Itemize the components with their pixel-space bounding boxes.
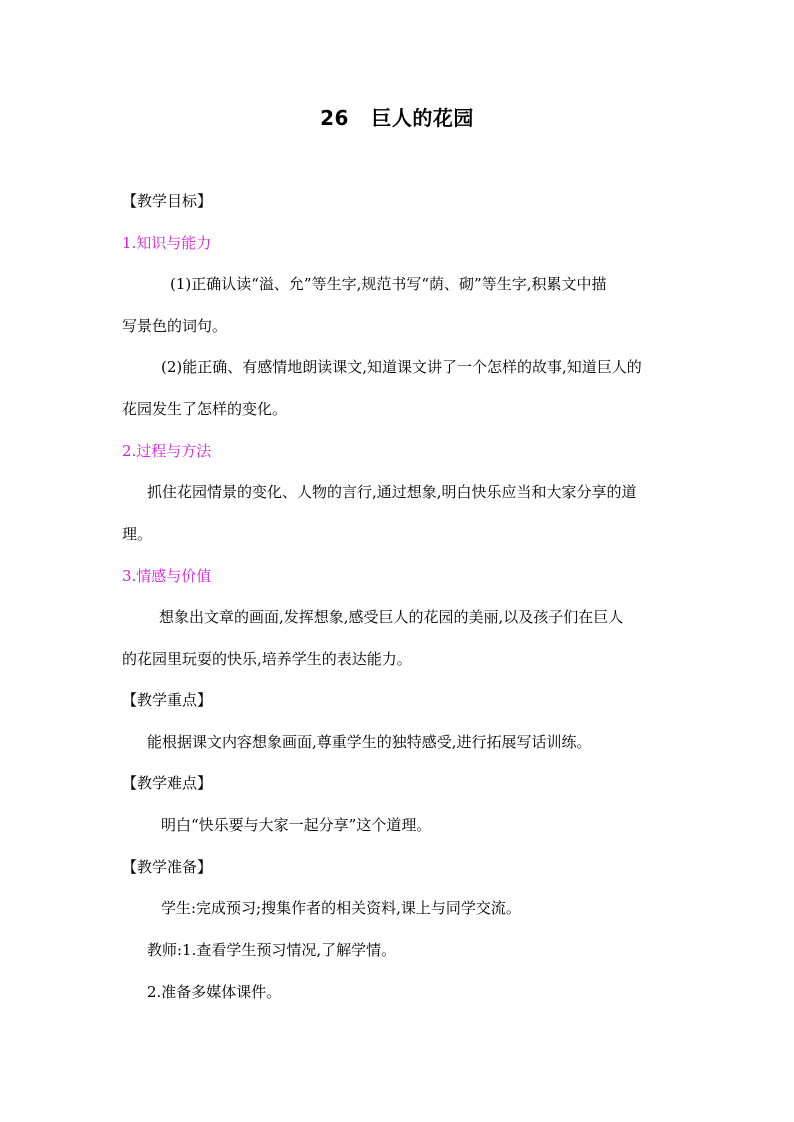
goal3-line1: 想象出文章的画面,发挥想象,感受巨人的花园的美丽,以及孩子们在巨人	[159, 608, 624, 626]
page-title: 26 巨人的花园	[320, 106, 474, 130]
prep-teacher-line2: 2.准备多媒体课件。	[147, 983, 282, 1001]
goal2-line2: 理。	[122, 525, 153, 543]
goal2-line1: 抓住花园情景的变化、人物的言行,通过想象,明白快乐应当和大家分享的道	[147, 483, 637, 501]
key-points-heading: 【教学重点】	[122, 691, 213, 709]
emotion-value-heading: 3.情感与价值	[122, 567, 212, 585]
difficulties-line: 明白“快乐要与大家一起分享”这个道理。	[161, 816, 432, 834]
goal1-item2-line2: 花园发生了怎样的变化。	[122, 400, 288, 418]
goal1-item1-line1: (1)正确认读“溢、允”等生字,规范书写“荫、砌”等生字,积累文中描	[170, 275, 607, 293]
process-method-heading: 2.过程与方法	[122, 442, 212, 460]
prep-student-line: 学生:完成预习;搜集作者的相关资料,课上与同学交流。	[161, 899, 521, 917]
key-points-line: 能根据课文内容想象画面,尊重学生的独特感受,进行拓展写话训练。	[147, 733, 592, 751]
prep-teacher-line1: 教师:1.查看学生预习情况,了解学情。	[147, 941, 397, 959]
goal1-item2-line1: (2)能正确、有感情地朗读课文,知道课文讲了一个怎样的故事,知道巨人的	[161, 358, 642, 376]
difficulties-heading: 【教学难点】	[122, 774, 213, 792]
preparation-heading: 【教学准备】	[122, 858, 213, 876]
knowledge-ability-heading: 1.知识与能力	[122, 234, 212, 252]
goals-heading: 【教学目标】	[122, 192, 213, 210]
goal1-item1-line2: 写景色的词句。	[122, 317, 228, 335]
goal3-line2: 的花园里玩耍的快乐,培养学生的表达能力。	[122, 650, 412, 668]
